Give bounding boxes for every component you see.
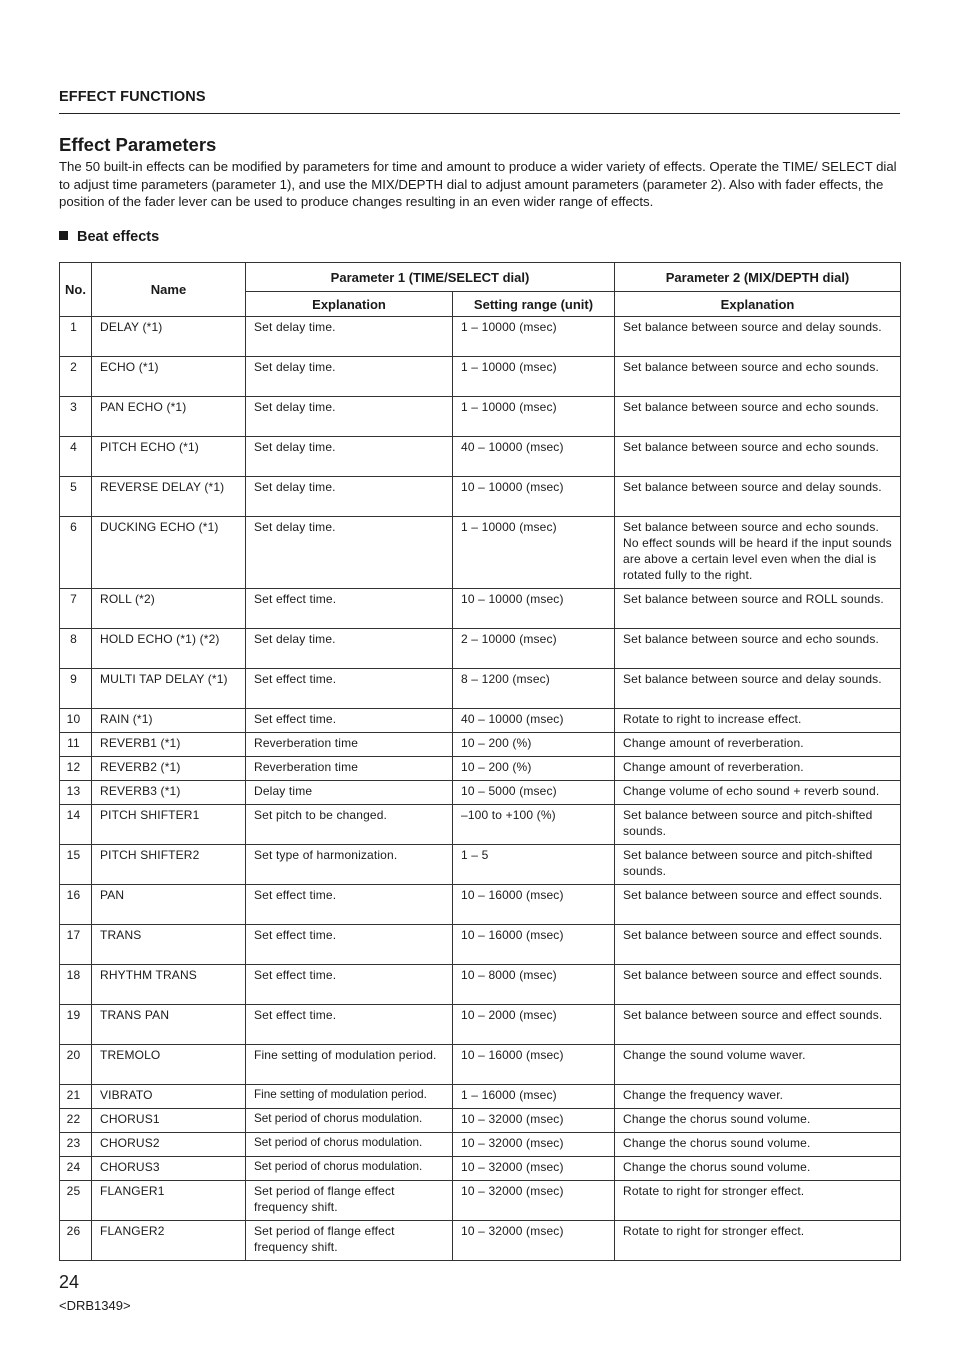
setting-range-cell: 1 – 10000 (msec)	[453, 317, 615, 357]
effect-number-cell: 13	[60, 781, 92, 805]
effect-name-cell: DELAY (*1)	[92, 317, 246, 357]
effect-number-cell: 1	[60, 317, 92, 357]
effect-name-cell: PAN	[92, 885, 246, 925]
parameter-1-explanation-cell: Set delay time.	[246, 317, 453, 357]
table-row	[60, 1157, 901, 1181]
parameter-2-explanation-cell: Set balance between source and effect sounds.	[615, 1005, 901, 1045]
parameter-2-explanation-cell: Change the chorus sound volume.	[615, 1133, 901, 1157]
section-divider	[59, 113, 900, 114]
setting-range-cell: 40 – 10000 (msec)	[453, 437, 615, 477]
effect-name-cell: REVERB1 (*1)	[92, 733, 246, 757]
parameter-1-explanation-cell: Fine setting of modulation period.	[246, 1045, 453, 1085]
setting-range-cell: 10 – 5000 (msec)	[453, 781, 615, 805]
subsection-heading	[59, 229, 159, 245]
effect-number-cell: 15	[60, 845, 92, 885]
parameter-1-explanation-cell: Set effect time.	[246, 1005, 453, 1045]
parameter-1-explanation-cell: Set delay time.	[246, 357, 453, 397]
table-row	[60, 805, 901, 845]
document-code: <DRB1349>	[59, 1298, 131, 1313]
parameter-1-explanation-cell: Reverberation time	[246, 733, 453, 757]
table-row	[60, 709, 901, 733]
table-row	[60, 1085, 901, 1109]
parameter-2-explanation-cell: Set balance between source and echo sounds.	[615, 357, 901, 397]
parameter-1-explanation-cell: Set period of chorus modulation.	[246, 1133, 453, 1157]
effect-name-cell: ECHO (*1)	[92, 357, 246, 397]
parameter-1-explanation-cell: Set period of flange effect frequency shift.	[246, 1181, 453, 1221]
parameter-1-explanation-cell: Set type of harmonization.	[246, 845, 453, 885]
parameter-2-explanation-cell: Set balance between source and delay sounds.	[615, 317, 901, 357]
effect-name-cell: HOLD ECHO (*1) (*2)	[92, 629, 246, 669]
parameter-2-explanation-cell: Rotate to right to increase effect.	[615, 709, 901, 733]
effect-number-cell: 18	[60, 965, 92, 1005]
parameter-2-explanation-cell: Rotate to right for stronger effect.	[615, 1221, 901, 1261]
table-row	[60, 1005, 901, 1045]
setting-range-cell: 2 – 10000 (msec)	[453, 629, 615, 669]
parameter-2-explanation-cell: Set balance between source and effect sounds.	[615, 965, 901, 1005]
effect-name-cell: CHORUS3	[92, 1157, 246, 1181]
parameter-2-explanation-cell: Set balance between source and pitch-shifted sounds.	[615, 805, 901, 845]
header-explanation-2: Explanation	[615, 292, 901, 317]
effect-number-cell: 17	[60, 925, 92, 965]
effect-number-cell: 26	[60, 1221, 92, 1261]
effect-number-cell: 7	[60, 589, 92, 629]
effect-number-cell: 23	[60, 1133, 92, 1157]
effect-name-cell: PITCH SHIFTER1	[92, 805, 246, 845]
effect-name-cell: REVERB3 (*1)	[92, 781, 246, 805]
effect-number-cell: 5	[60, 477, 92, 517]
effect-number-cell: 25	[60, 1181, 92, 1221]
setting-range-cell: 10 – 32000 (msec)	[453, 1157, 615, 1181]
effect-number-cell: 20	[60, 1045, 92, 1085]
setting-range-cell: 1 – 16000 (msec)	[453, 1085, 615, 1109]
effect-number-cell: 14	[60, 805, 92, 845]
square-bullet-icon	[59, 231, 68, 240]
header-no: No.	[60, 263, 92, 317]
effect-number-cell: 11	[60, 733, 92, 757]
setting-range-cell: 10 – 10000 (msec)	[453, 589, 615, 629]
parameter-1-explanation-cell: Set effect time.	[246, 885, 453, 925]
beat-effects-table	[59, 262, 901, 1261]
effect-name-cell: REVERSE DELAY (*1)	[92, 477, 246, 517]
parameter-1-explanation-cell: Set delay time.	[246, 397, 453, 437]
effect-name-cell: REVERB2 (*1)	[92, 757, 246, 781]
effect-name-cell: TRANS	[92, 925, 246, 965]
setting-range-cell: 1 – 10000 (msec)	[453, 357, 615, 397]
header-name: Name	[92, 263, 246, 317]
table-row	[60, 317, 901, 357]
effect-number-cell: 6	[60, 517, 92, 589]
parameter-1-explanation-cell: Set effect time.	[246, 965, 453, 1005]
parameter-2-explanation-cell: Set balance between source and echo sounds.	[615, 629, 901, 669]
effect-number-cell: 8	[60, 629, 92, 669]
setting-range-cell: 8 – 1200 (msec)	[453, 669, 615, 709]
parameter-1-explanation-cell: Set delay time.	[246, 437, 453, 477]
parameter-1-explanation-cell: Fine setting of modulation period.	[246, 1085, 453, 1109]
setting-range-cell: 10 – 8000 (msec)	[453, 965, 615, 1005]
setting-range-cell: 10 – 10000 (msec)	[453, 477, 615, 517]
parameter-1-explanation-cell: Set delay time.	[246, 517, 453, 589]
table-row	[60, 1045, 901, 1085]
effect-number-cell: 19	[60, 1005, 92, 1045]
parameter-1-explanation-cell: Set delay time.	[246, 629, 453, 669]
parameter-1-explanation-cell: Set effect time.	[246, 709, 453, 733]
parameter-1-explanation-cell: Reverberation time	[246, 757, 453, 781]
table-row	[60, 669, 901, 709]
effect-name-cell: MULTI TAP DELAY (*1)	[92, 669, 246, 709]
header-parameter-2: Parameter 2 (MIX/DEPTH dial)	[615, 263, 901, 292]
parameter-2-explanation-cell: Change amount of reverberation.	[615, 757, 901, 781]
effect-name-cell: CHORUS2	[92, 1133, 246, 1157]
setting-range-cell: 10 – 32000 (msec)	[453, 1221, 615, 1261]
subsection-heading-label: Beat effects	[77, 229, 160, 245]
setting-range-cell: 10 – 16000 (msec)	[453, 885, 615, 925]
table-row	[60, 925, 901, 965]
table-row	[60, 781, 901, 805]
table-row	[60, 477, 901, 517]
header-explanation: Explanation	[246, 292, 453, 317]
effect-name-cell: RAIN (*1)	[92, 709, 246, 733]
parameter-2-explanation-cell: Set balance between source and delay sounds.	[615, 477, 901, 517]
setting-range-cell: 40 – 10000 (msec)	[453, 709, 615, 733]
table-row	[60, 589, 901, 629]
setting-range-cell: 10 – 32000 (msec)	[453, 1109, 615, 1133]
parameter-1-explanation-cell: Set period of flange effect frequency shift.	[246, 1221, 453, 1261]
effect-number-cell: 22	[60, 1109, 92, 1133]
parameter-2-explanation-cell: Set balance between source and delay sounds.	[615, 669, 901, 709]
table-row	[60, 1109, 901, 1133]
effect-name-cell: ROLL (*2)	[92, 589, 246, 629]
table-row	[60, 885, 901, 925]
parameter-1-explanation-cell: Set period of chorus modulation.	[246, 1157, 453, 1181]
effect-name-cell: FLANGER2	[92, 1221, 246, 1261]
setting-range-cell: 10 – 32000 (msec)	[453, 1133, 615, 1157]
parameter-2-explanation-cell: Set balance between source and pitch-shifted sounds.	[615, 845, 901, 885]
parameter-2-explanation-cell: Change volume of echo sound + reverb sound.	[615, 781, 901, 805]
page-title: Effect Parameters	[59, 134, 217, 155]
table-row	[60, 1133, 901, 1157]
effect-number-cell: 10	[60, 709, 92, 733]
effect-number-cell: 3	[60, 397, 92, 437]
setting-range-cell: 10 – 16000 (msec)	[453, 1045, 615, 1085]
effect-number-cell: 12	[60, 757, 92, 781]
parameter-1-explanation-cell: Set effect time.	[246, 669, 453, 709]
parameter-1-explanation-cell: Set period of chorus modulation.	[246, 1109, 453, 1133]
table-row	[60, 629, 901, 669]
parameter-2-explanation-cell: Change the sound volume waver.	[615, 1045, 901, 1085]
setting-range-cell: 1 – 10000 (msec)	[453, 517, 615, 589]
parameter-2-explanation-cell: Set balance between source and echo sounds.	[615, 397, 901, 437]
parameter-1-explanation-cell: Set pitch to be changed.	[246, 805, 453, 845]
effect-number-cell: 24	[60, 1157, 92, 1181]
effect-name-cell: PAN ECHO (*1)	[92, 397, 246, 437]
table-row	[60, 517, 901, 589]
effect-number-cell: 4	[60, 437, 92, 477]
parameter-2-explanation-cell: Change amount of reverberation.	[615, 733, 901, 757]
effect-name-cell: FLANGER1	[92, 1181, 246, 1221]
parameter-2-explanation-cell: Change the chorus sound volume.	[615, 1157, 901, 1181]
parameter-2-explanation-cell: Change the frequency waver.	[615, 1085, 901, 1109]
intro-paragraph: The 50 built-in effects can be modified by parameters for time and amount to produce a wider variety of effects. Operate the TIME/ SELECT dial to adjust time parameters (parameter 1), and use the MIX/DEPTH dial to adjust amount parameters (parameter 2). Also with fader effects, the position of the fader lever can be used to produce changes resulting in an even wider range of effects.	[59, 159, 897, 209]
table-row	[60, 757, 901, 781]
setting-range-cell: 10 – 16000 (msec)	[453, 925, 615, 965]
parameter-1-explanation-cell: Set effect time.	[246, 925, 453, 965]
parameter-2-explanation-cell: Rotate to right for stronger effect.	[615, 1181, 901, 1221]
effect-name-cell: RHYTHM TRANS	[92, 965, 246, 1005]
parameter-1-explanation-cell: Delay time	[246, 781, 453, 805]
setting-range-cell: 10 – 200 (%)	[453, 733, 615, 757]
effect-number-cell: 16	[60, 885, 92, 925]
table-row	[60, 437, 901, 477]
effect-number-cell: 2	[60, 357, 92, 397]
setting-range-cell: 10 – 32000 (msec)	[453, 1181, 615, 1221]
effect-name-cell: TRANS PAN	[92, 1005, 246, 1045]
parameter-2-explanation-cell: Set balance between source and echo sounds.	[615, 437, 901, 477]
parameter-2-explanation-cell: Set balance between source and effect sounds.	[615, 885, 901, 925]
table-row	[60, 397, 901, 437]
section-header: EFFECT FUNCTIONS	[59, 89, 206, 105]
effect-name-cell: DUCKING ECHO (*1)	[92, 517, 246, 589]
parameter-2-explanation-cell: Set balance between source and effect sounds.	[615, 925, 901, 965]
table-row	[60, 733, 901, 757]
parameter-2-explanation-cell: Change the chorus sound volume.	[615, 1109, 901, 1133]
setting-range-cell: 10 – 2000 (msec)	[453, 1005, 615, 1045]
parameter-1-explanation-cell: Set effect time.	[246, 589, 453, 629]
effect-name-cell: PITCH ECHO (*1)	[92, 437, 246, 477]
parameter-2-explanation-cell: Set balance between source and echo sounds. No effect sounds will be heard if the input sounds are above a certain level even when the dial is rotated fully to the right.	[615, 517, 901, 589]
table-body	[60, 317, 901, 1261]
effect-number-cell: 9	[60, 669, 92, 709]
effect-name-cell: PITCH SHIFTER2	[92, 845, 246, 885]
effect-name-cell: TREMOLO	[92, 1045, 246, 1085]
header-parameter-1: Parameter 1 (TIME/SELECT dial)	[246, 263, 615, 292]
table-row	[60, 965, 901, 1005]
parameter-2-explanation-cell: Set balance between source and ROLL sounds.	[615, 589, 901, 629]
effect-name-cell: CHORUS1	[92, 1109, 246, 1133]
setting-range-cell: –100 to +100 (%)	[453, 805, 615, 845]
effect-number-cell: 21	[60, 1085, 92, 1109]
table-row	[60, 845, 901, 885]
setting-range-cell: 10 – 200 (%)	[453, 757, 615, 781]
header-setting-range: Setting range (unit)	[453, 292, 615, 317]
table-row	[60, 357, 901, 397]
setting-range-cell: 1 – 10000 (msec)	[453, 397, 615, 437]
setting-range-cell: 1 – 5	[453, 845, 615, 885]
page-number: 24	[59, 1272, 80, 1292]
parameter-1-explanation-cell: Set delay time.	[246, 477, 453, 517]
table-row	[60, 1181, 901, 1221]
table-row	[60, 1221, 901, 1261]
effect-name-cell: VIBRATO	[92, 1085, 246, 1109]
